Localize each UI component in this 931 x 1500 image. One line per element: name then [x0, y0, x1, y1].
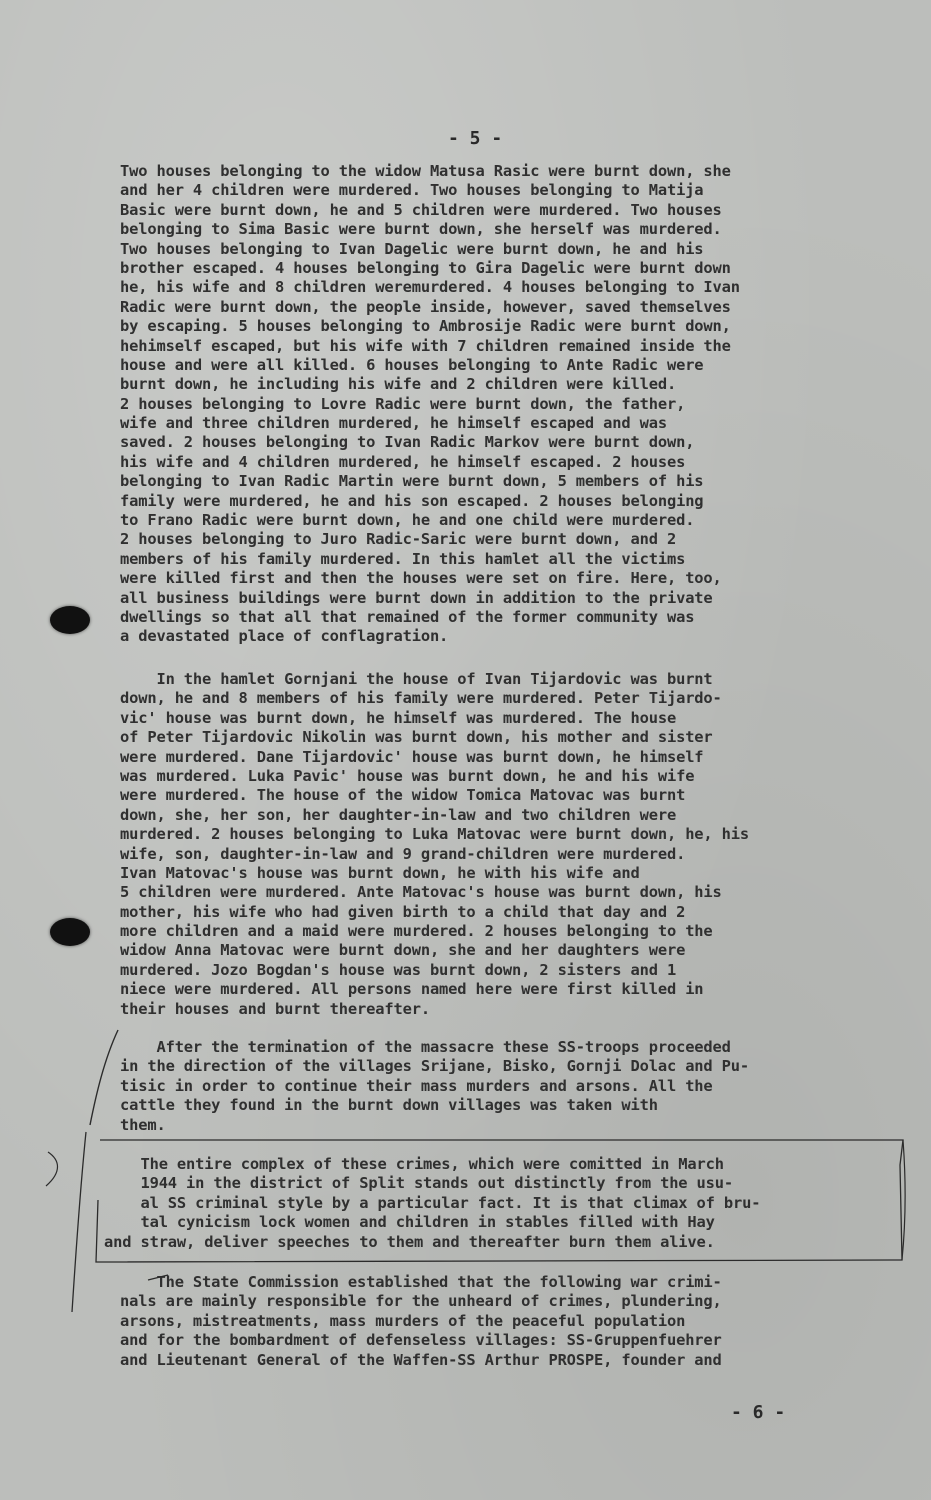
text-line: family were murdered, he and his son escaped. 2 houses belonging [120, 491, 704, 510]
text-line: Radic were burnt down, the people inside, however, saved themselves [120, 297, 731, 316]
text-line: vic' house was burnt down, he himself was murdered. The house [120, 708, 677, 727]
text-line: 2 houses belonging to Lovre Radic were burnt down, the father, [120, 394, 686, 413]
text-line: brother escaped. 4 houses belonging to Gira Dagelic were burnt down [120, 258, 731, 277]
text-line: Basic were burnt down, he and 5 children were murdered. Two houses [120, 200, 722, 219]
text-line: were murdered. The house of the widow Tomica Matovac was burnt [120, 786, 686, 805]
text-line: nals are mainly responsible for the unheard of crimes, plundering, [120, 1292, 722, 1311]
text-line: tisic in order to continue their mass murders and arsons. All the [120, 1076, 713, 1095]
text-line: and Lieutenant General of the Waffen-SS Arthur PROSPE, founder and [120, 1350, 722, 1369]
text-line: al SS criminal style by a particular fact. It is that climax of bru- [104, 1193, 761, 1212]
text-line: Two houses belonging to the widow Matusa Rasic were burnt down, she [120, 162, 731, 180]
text-line: their houses and burnt thereafter. [120, 999, 430, 1018]
text-line: burnt down, he including his wife and 2 children were killed. [120, 375, 677, 394]
text-line: them. [120, 1115, 166, 1134]
text-line: house and were all killed. 6 houses belonging to Ante Radic were [120, 355, 704, 374]
pencil-bracket-paragraph-3 [90, 1030, 118, 1125]
text-line: wife, son, daughter-in-law and 9 grand-children were murdered. [120, 844, 686, 863]
text-line: in the direction of the villages Srijane, Bisko, Gornji Dolac and Pu- [120, 1057, 750, 1076]
text-line: down, she, her son, her daughter-in-law and two children were [120, 805, 677, 824]
text-line: After the termination of the massacre these SS-troops proceeded [120, 1038, 731, 1056]
paragraph-basic-radic-houses [120, 162, 910, 647]
text-line: tal cynicism lock women and children in stables filled with Hay [104, 1213, 715, 1232]
text-line: murdered. Jozo Bogdan's house was burnt down, 2 sisters and 1 [120, 960, 677, 979]
paragraph-crimes-complex [104, 1155, 894, 1252]
text-line: were killed first and then the houses were set on fire. Here, too, [120, 569, 722, 588]
text-line: cattle they found in the burnt down villages was taken with [120, 1096, 658, 1115]
text-line: arsons, mistreatments, mass murders of the peaceful population [120, 1311, 686, 1330]
text-line: Ivan Matovac's house was burnt down, he with his wife and [120, 863, 640, 882]
text-line: 5 children were murdered. Ante Matovac's house was burnt down, his [120, 883, 722, 902]
text-line: The State Commission established that the following war crimi- [120, 1273, 722, 1291]
text-line: and her 4 children were murdered. Two houses belonging to Matija [120, 181, 704, 200]
text-line: The entire complex of these crimes, which were comitted in March [104, 1155, 724, 1173]
text-line: In the hamlet Gornjani the house of Ivan Tijardovic was burnt [120, 670, 713, 688]
pencil-curl-left-margin [46, 1152, 58, 1186]
text-line: wife and three children murdered, he himself escaped and was [120, 414, 667, 433]
text-line: to Frano Radic were burnt down, he and one child were murdered. [120, 511, 695, 530]
text-line: hehimself escaped, but his wife with 7 children remained inside the [120, 336, 731, 355]
page-number-top: - 5 - [448, 128, 503, 149]
punch-hole-lower [50, 918, 90, 946]
text-line: mother, his wife who had given birth to a child that day and 2 [120, 902, 686, 921]
text-line: niece were murdered. All persons named here were first killed in [120, 980, 704, 999]
text-line: belonging to Ivan Radic Martin were burnt down, 5 members of his [120, 472, 704, 491]
text-line: more children and a maid were murdered. 2 houses belonging to the [120, 922, 713, 941]
text-line: of Peter Tijardovic Nikolin was burnt down, his mother and sister [120, 728, 713, 747]
text-line: 1944 in the district of Split stands out distinctly from the usu- [104, 1174, 734, 1193]
text-line: 2 houses belonging to Juro Radic-Saric were burnt down, and 2 [120, 530, 677, 549]
paragraph-state-commission [120, 1273, 910, 1370]
text-line: a devastated place of conflagration. [120, 627, 449, 646]
text-line: all business buildings were burnt down in addition to the private [120, 588, 713, 607]
text-line: saved. 2 houses belonging to Ivan Radic Markov were burnt down, [120, 433, 695, 452]
text-line: down, he and 8 members of his family were murdered. Peter Tijardo- [120, 689, 722, 708]
text-line: members of his family murdered. In this hamlet all the victims [120, 549, 686, 568]
text-line: belonging to Sima Basic were burnt down, she herself was murdered. [120, 220, 722, 239]
text-line: he, his wife and 8 children weremurdered. 4 houses belonging to Ivan [120, 278, 740, 297]
text-line: dwellings so that all that remained of the former community was [120, 607, 695, 626]
text-line: was murdered. Luka Pavic' house was burnt down, he and his wife [120, 766, 695, 785]
page-number-bottom: - 6 - [731, 1402, 786, 1423]
text-line: by escaping. 5 houses belonging to Ambrosije Radic were burnt down, [120, 317, 731, 336]
pencil-box-close-right [902, 1140, 905, 1260]
punch-hole-upper [50, 606, 90, 634]
paragraph-troops-proceeded [120, 1038, 910, 1135]
text-line: his wife and 4 children murdered, he himself escaped. 2 houses [120, 452, 686, 471]
text-line: widow Anna Matovac were burnt down, she and her daughters were [120, 941, 686, 960]
text-line: and for the bombardment of defenseless villages: SS-Gruppenfuehrer [120, 1331, 722, 1350]
text-line: were murdered. Dane Tijardovic' house was burnt down, he himself [120, 747, 704, 766]
pencil-line-left-margin [72, 1132, 86, 1312]
text-line: Two houses belonging to Ivan Dagelic were burnt down, he and his [120, 239, 704, 258]
text-line: murdered. 2 houses belonging to Luka Matovac were burnt down, he, his [120, 825, 750, 844]
paragraph-gornjani-hamlet [120, 670, 910, 1019]
text-line: and straw, deliver speeches to them and thereafter burn them alive. [104, 1232, 715, 1251]
